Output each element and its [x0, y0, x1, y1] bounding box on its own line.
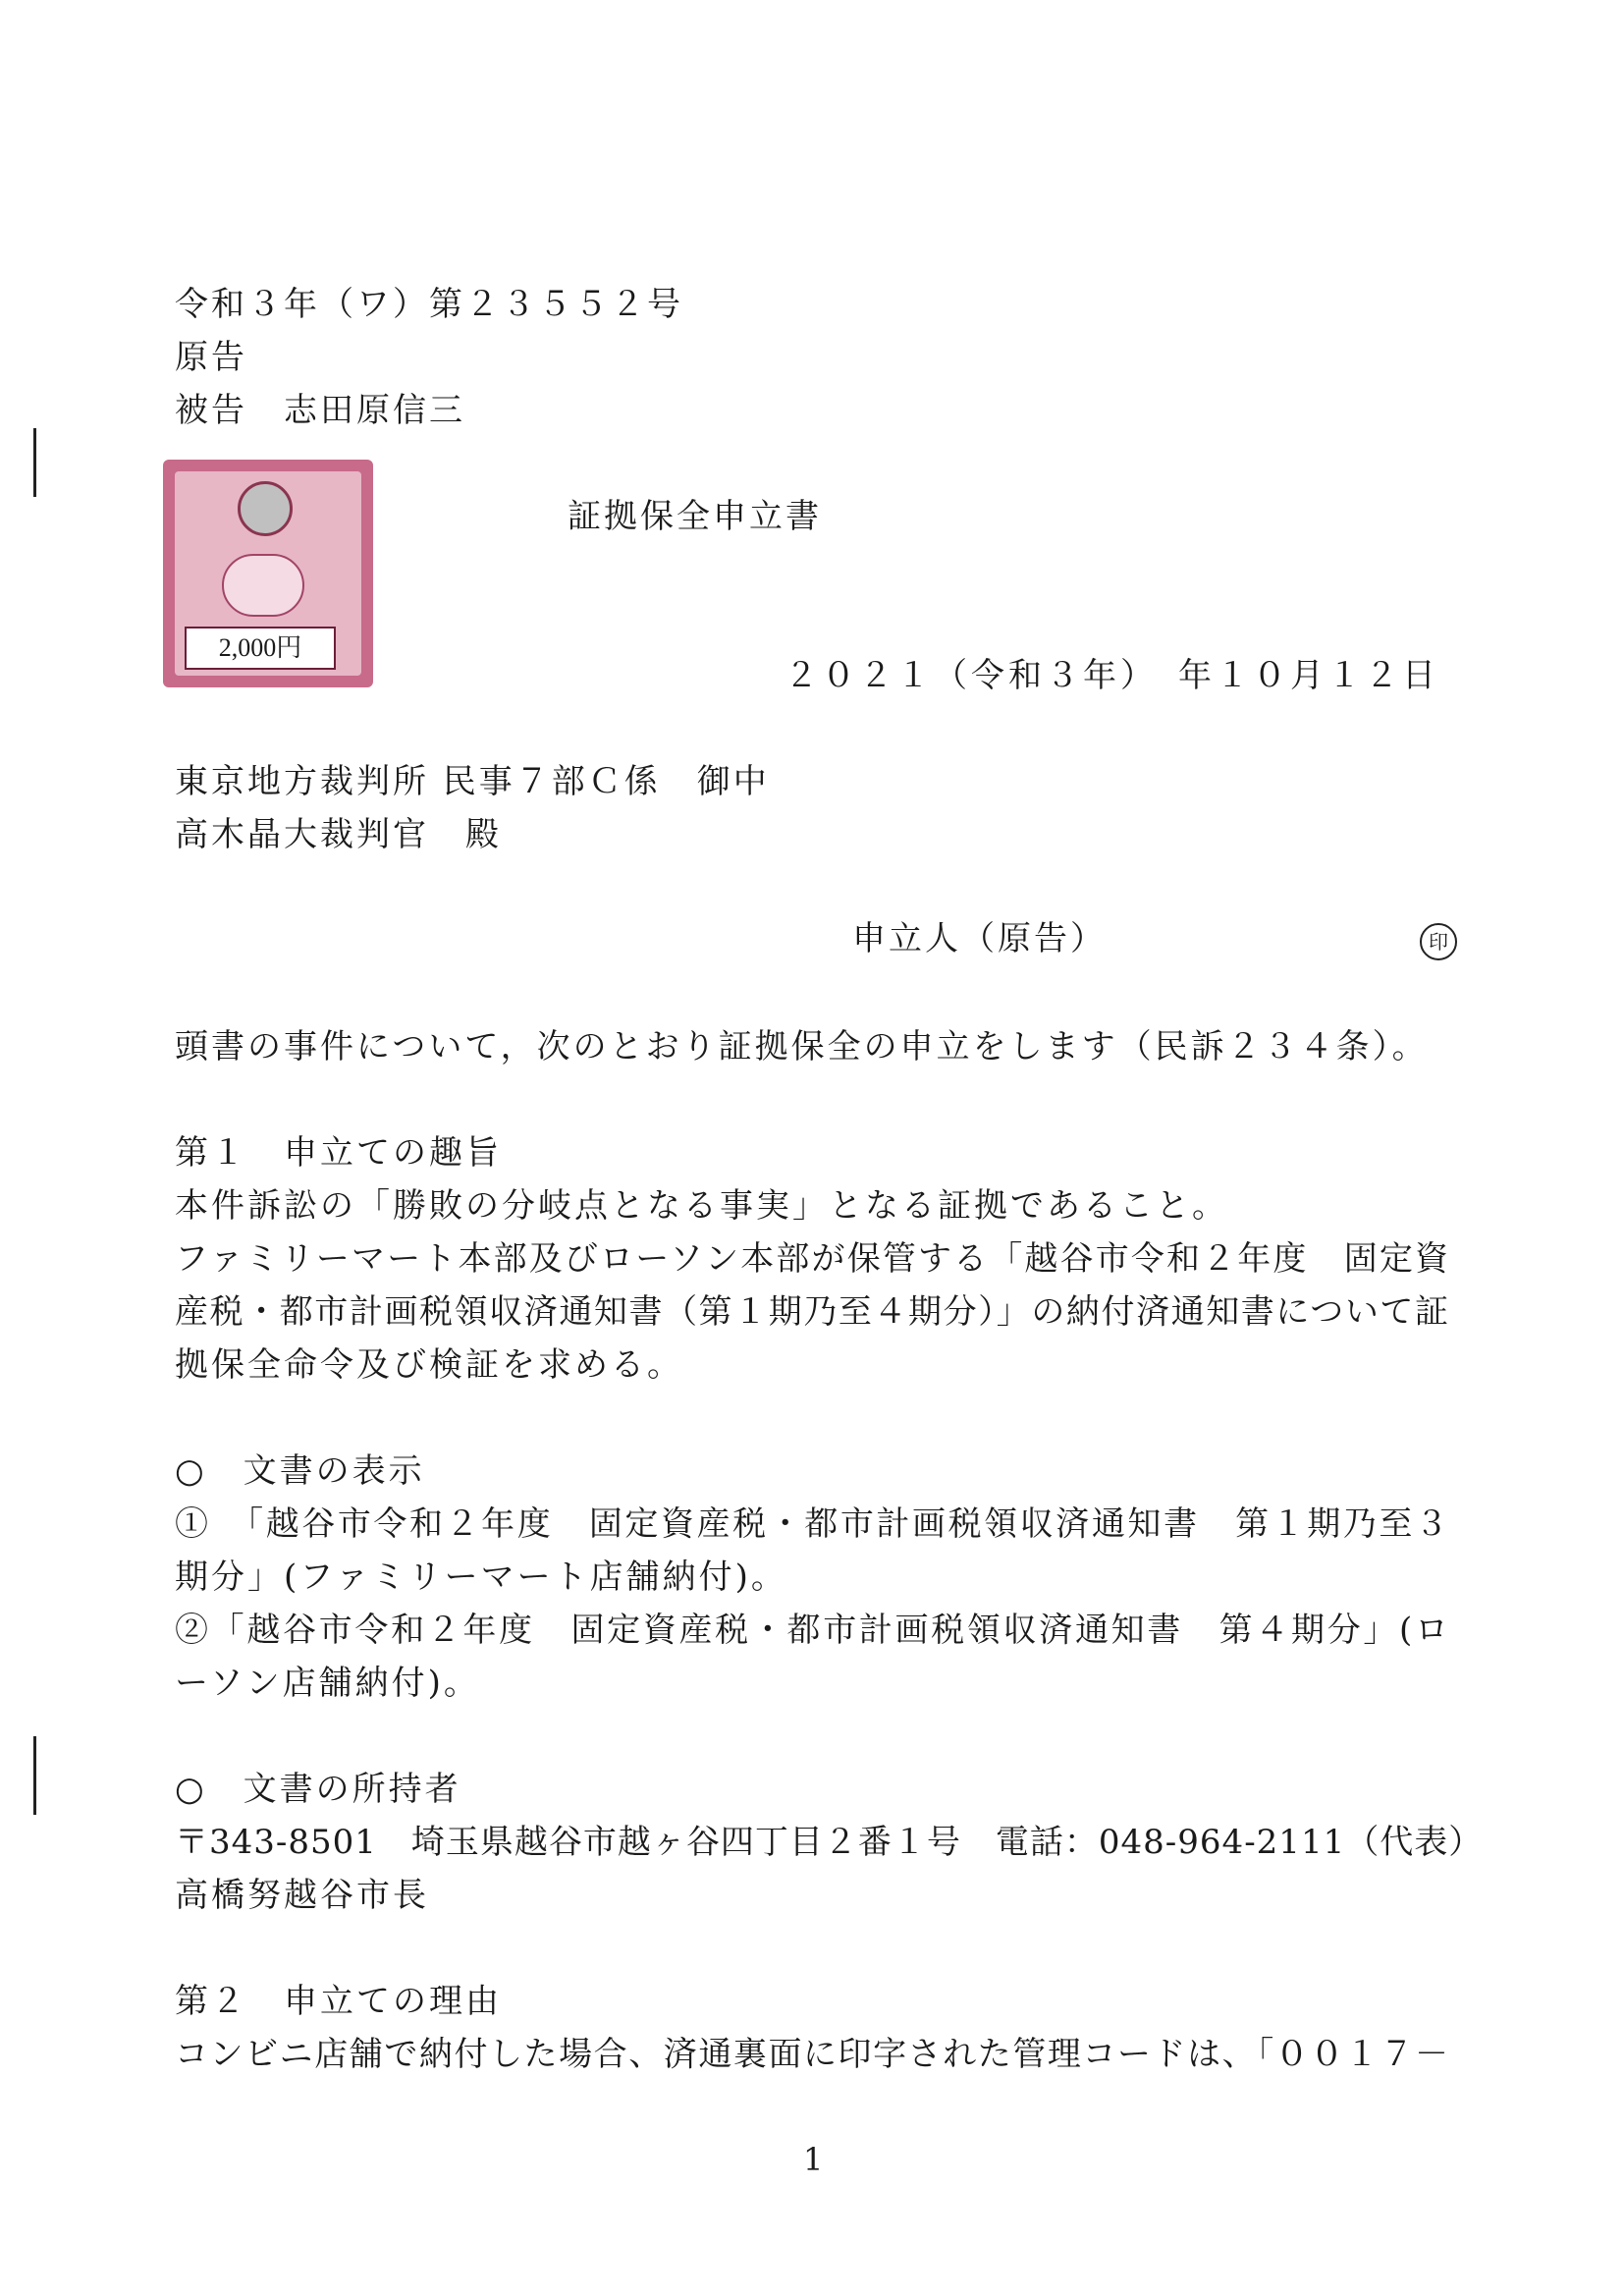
- section1-line: ファミリーマート本部及びローソン本部が保管する「越谷市令和２年度 固定資: [175, 1239, 1449, 1279]
- page-number: 1: [803, 2141, 824, 2178]
- documents-heading: ○ 文書の表示: [175, 1451, 425, 1491]
- applicant-label: 申立人（原告）: [852, 919, 1107, 958]
- section2-line: コンビニ店舗で納付した場合、済通裏面に印字された管理コードは、「００１７－: [175, 2035, 1449, 2074]
- document-item: ②「越谷市令和２年度 固定資産税・都市計画税領収済通知書 第４期分」(ロ: [175, 1611, 1449, 1650]
- document-item: ーソン店舗納付)。: [175, 1664, 480, 1703]
- document-date: ２０２１（令和３年） 年１０月１２日: [785, 656, 1439, 695]
- holder-address: 〒343-8501 埼玉県越谷市越ヶ谷四丁目２番１号 電話：048-964-2111（代表）: [175, 1823, 1484, 1862]
- seal-icon: 印: [1420, 923, 1457, 960]
- revenue-stamp: [163, 460, 373, 687]
- court-addressee: 東京地方裁判所 民事７部Ｃ係 御中: [175, 762, 770, 801]
- stamp-value: 2,000円: [185, 627, 336, 670]
- intro-paragraph: 頭書の事件について，次のとおり証拠保全の申立をします（民訴２３４条）。: [175, 1027, 1429, 1066]
- holder-heading: ○ 文書の所持者: [175, 1770, 461, 1809]
- section1-line: 本件訴訟の「勝敗の分岐点となる事実」となる証拠であること。: [175, 1186, 1228, 1226]
- section1-line: 産税・都市計画税領収済通知書（第１期乃至４期分）」の納付済通知書について証: [175, 1292, 1449, 1332]
- document-item: ① 「越谷市令和２年度 固定資産税・都市計画税領収済通知書 第１期乃至３: [175, 1504, 1449, 1544]
- holder-name: 高橋努越谷市長: [175, 1876, 429, 1915]
- stamp-coin-icon: [238, 481, 293, 536]
- document-title: 証拠保全申立書: [568, 497, 822, 536]
- document-item: 期分」(ファミリーマート店舗納付)。: [175, 1558, 787, 1597]
- defendant-line: 被告 志田原信三: [175, 391, 465, 430]
- section1-heading: 第１ 申立ての趣旨: [175, 1133, 502, 1173]
- stamp-flower-icon: [222, 554, 304, 617]
- margin-mark-top: [33, 428, 36, 497]
- section1-line: 拠保全命令及び検証を求める。: [175, 1345, 683, 1385]
- plaintiff-label: 原告: [175, 338, 247, 377]
- section2-heading: 第２ 申立ての理由: [175, 1982, 502, 2021]
- case-number: 令和３年（ワ）第２３５５２号: [175, 285, 683, 324]
- judge-addressee: 高木晶大裁判官 殿: [175, 815, 502, 854]
- margin-mark-bottom: [33, 1736, 36, 1815]
